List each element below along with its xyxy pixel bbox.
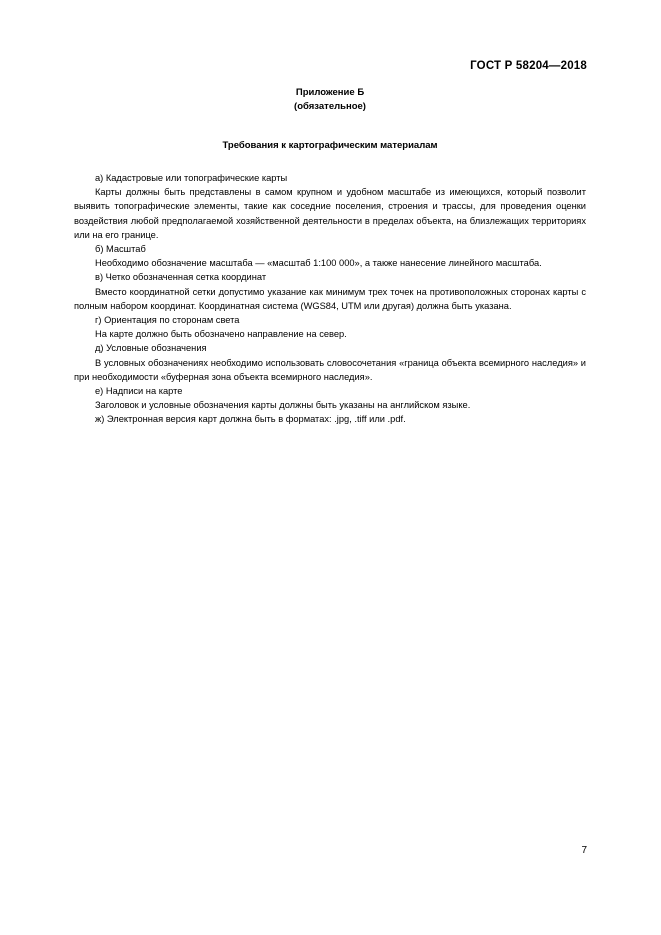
item-d-body: В условных обозначениях необходимо использовать словосочетания «граница объекта всемирного наследия» и при необходимости «буферная зона объекта всемирного наследия».: [74, 357, 586, 382]
item-b-title: б) Масштаб: [95, 244, 146, 255]
paragraph-list: [74, 151, 586, 427]
item-a-body: Карты должны быть представлены в самом крупном и удобном масштабе из имеющихся, который позволит выявить топографические элементы, такие как соседние поселения, строения и трассы, для проведения оценки воздействия любой предполагаемой хозяйственной деятельности в пределах объекта, на близлежащих территориях или на его границе.: [74, 187, 586, 240]
item-e-title: е) Надписи на карте: [95, 386, 183, 397]
item-e-body: Заголовок и условные обозначения карты должны быть указаны на английском языке.: [95, 400, 471, 411]
item-a-title: а) Кадастровые или топографические карты: [95, 173, 288, 183]
document-content: [74, 86, 586, 427]
page-number: 7: [581, 845, 587, 856]
annex-title: Приложение Б: [295, 87, 365, 98]
item-g-title: г) Ориентация по сторонам света: [95, 315, 240, 326]
item-b-body: Необходимо обозначение масштаба — «масштаб 1:100 000», а также нанесение линейного масштаба.: [95, 258, 542, 269]
annex-subtitle: (обязательное): [294, 101, 366, 112]
item-d-title: д) Условные обозначения: [95, 343, 207, 354]
item-v-title: в) Четко обозначенная сетка координат: [95, 272, 267, 283]
item-g-body: На карте должно быть обозначено направление на север.: [95, 329, 347, 340]
document-header-standard-id: ГОСТ Р 58204—2018: [470, 60, 587, 72]
section-heading: Требования к картографическим материалам: [222, 140, 438, 151]
item-v-body: Вместо координатной сетки допустимо указание как минимум трех точек на противоположных сторонах карты с полным набором координат. Координатная система (WGS84, UTM или другая) должна быть указана.: [74, 286, 586, 311]
item-zh-body: ж) Электронная версия карт должна быть в форматах: .jpg, .tiff или .pdf.: [95, 414, 406, 425]
